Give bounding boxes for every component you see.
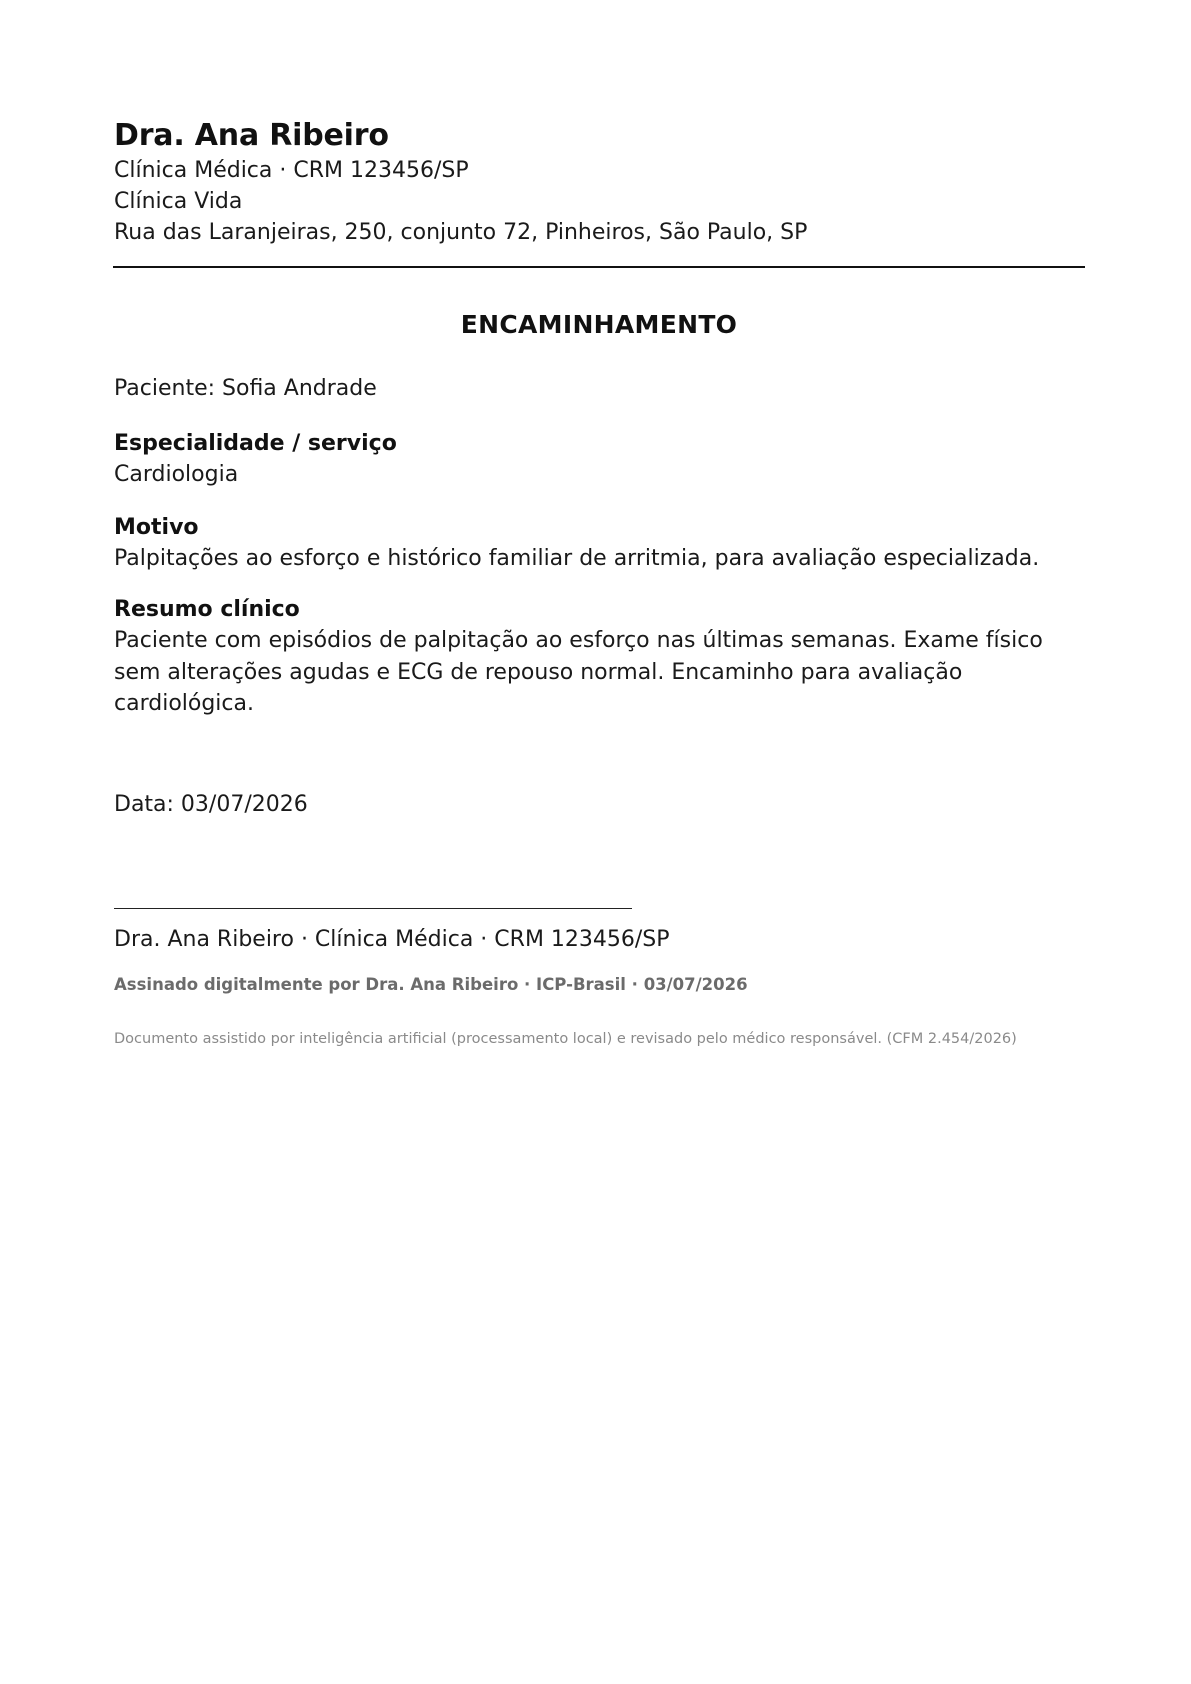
doctor-name: Dra. Ana Ribeiro (114, 118, 389, 153)
signature-line (114, 908, 632, 909)
ai-disclaimer: Documento assistido por inteligência artificial (processamento local) e revisado pelo médico responsável. (CFM 2.454/2026) (114, 1031, 1017, 1047)
clinic-name: Clínica Vida (114, 189, 243, 214)
clinical-summary-label: Resumo clínico (114, 597, 300, 622)
clinical-summary-value: Paciente com episódios de palpitação ao esforço nas últimas semanas. Exame físico sem alterações agudas e ECG de repouso normal. Encaminho para avaliação cardiológica. (114, 628, 1043, 716)
header-divider (113, 266, 1085, 268)
document-title: ENCAMINHAMENTO (460, 310, 738, 339)
specialty-value: Cardiologia (114, 462, 239, 487)
signer-line: Dra. Ana Ribeiro · Clínica Médica · CRM 123456/SP (114, 927, 670, 952)
date-line: Data: 03/07/2026 (114, 792, 308, 817)
reason-label: Motivo (114, 515, 199, 540)
specialty-label: Especialidade / serviço (114, 431, 397, 456)
clinic-address: Rua das Laranjeiras, 250, conjunto 72, Pinheiros, São Paulo, SP (114, 220, 808, 245)
reason-value: Palpitações ao esforço e histórico familiar de arritmia, para avaliação especializada. (114, 546, 1040, 571)
doctor-specialty-crm: Clínica Médica · CRM 123456/SP (114, 158, 469, 183)
patient-line: Paciente: Sofia Andrade (114, 376, 377, 401)
digital-signature-note: Assinado digitalmente por Dra. Ana Ribeiro · ICP-Brasil · 03/07/2026 (114, 975, 748, 994)
